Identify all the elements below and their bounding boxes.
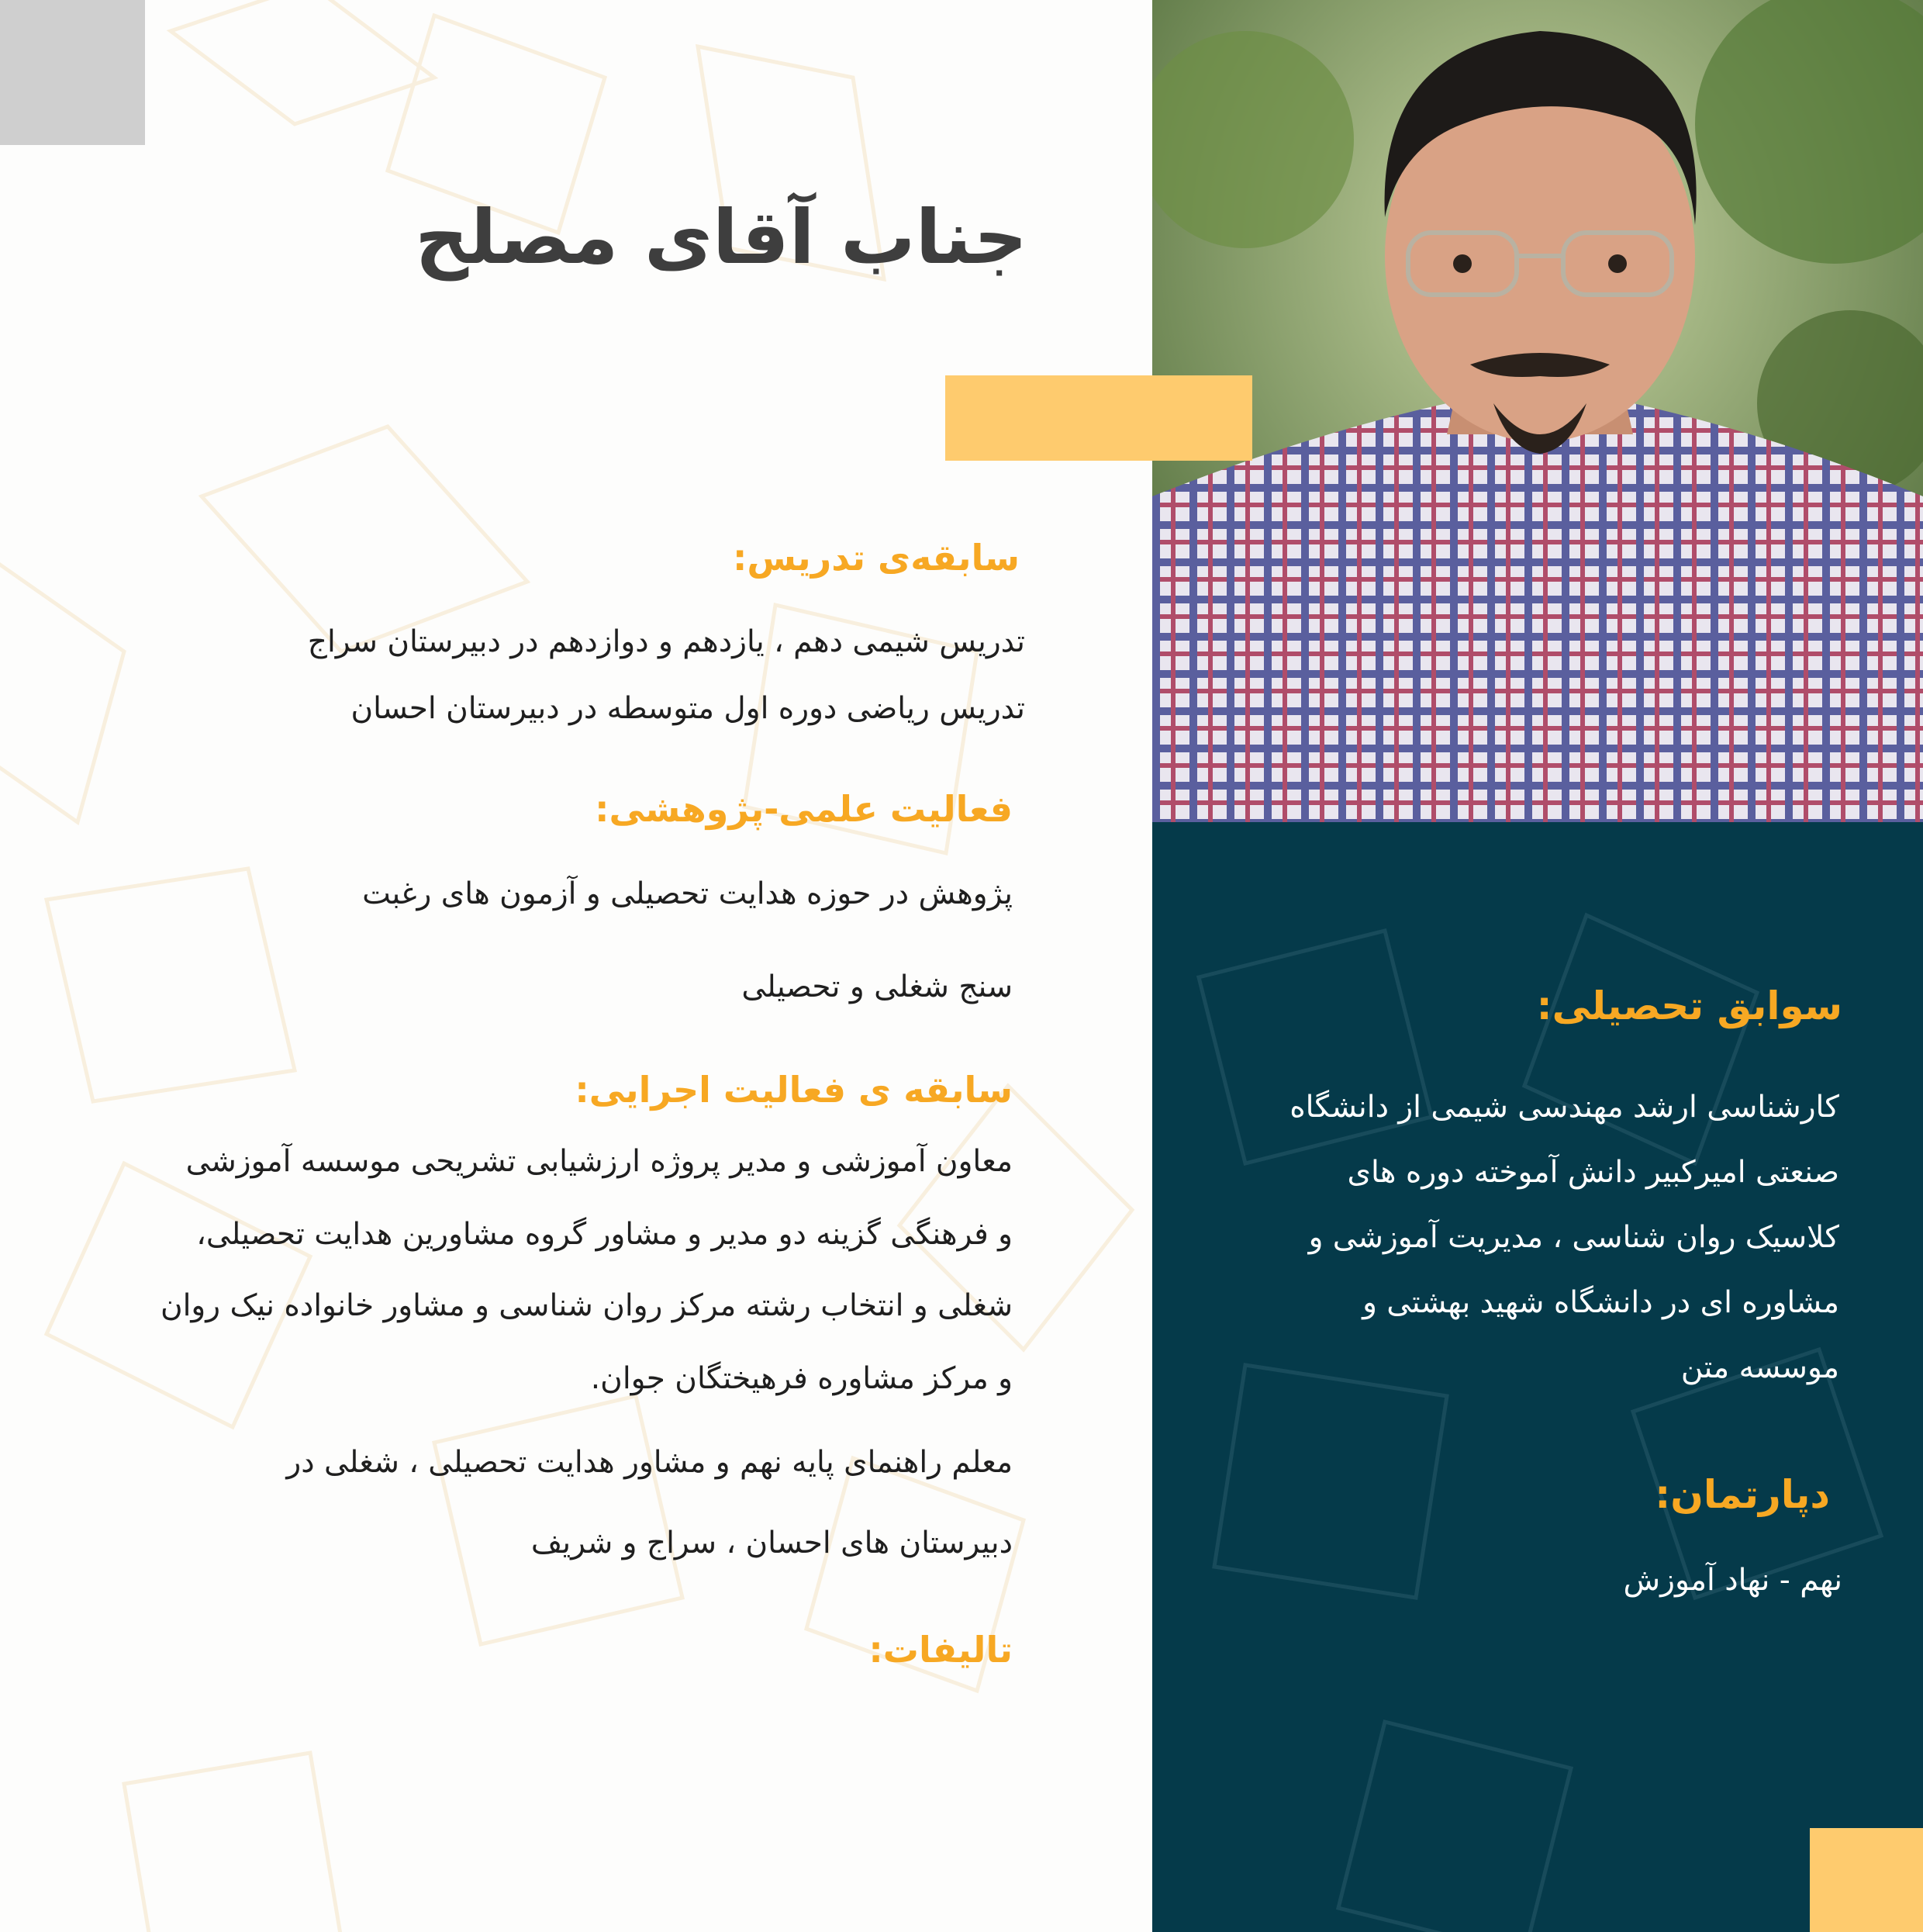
education-line: کارشناسی ارشد مهندسی شیمی از دانشگاه xyxy=(1289,1090,1839,1125)
executive-line: و مرکز مشاوره فرهیختگان جوان. xyxy=(590,1361,1013,1396)
executive-line: معلم راهنمای پایه نهم و مشاور هدایت تحصیلی ، شغلی در xyxy=(286,1445,1013,1480)
executive-line: شغلی و انتخاب رشته مرکز روان شناسی و مشاور خانواده نیک روان xyxy=(160,1288,1013,1323)
page-title: جناب آقای مصلح xyxy=(415,194,1027,281)
department-value: نهم - نهاد آموزش xyxy=(1623,1563,1842,1598)
executive-line: معاون آموزشی و مدیر پروژه ارزشیابی تشریحی موسسه آموزشی xyxy=(185,1144,1013,1179)
portrait-photo xyxy=(1152,0,1923,822)
teaching-list xyxy=(133,624,1025,735)
executive-list xyxy=(12,1146,1013,1581)
research-line: سنج شغلی و تحصیلی xyxy=(741,969,1013,1004)
education-line: موسسه متن xyxy=(1680,1350,1839,1385)
publications-heading: تالیفات: xyxy=(868,1629,1013,1671)
education-line: کلاسیک روان شناسی ، مدیریت آموزشی و xyxy=(1308,1220,1839,1255)
executive-line: دبیرستان های احسان ، سراج و شریف xyxy=(530,1526,1013,1560)
department-heading: دپارتمان: xyxy=(1655,1472,1830,1517)
teaching-line: تدریس ریاضی دوره اول متوسطه در دبیرستان احسان xyxy=(350,691,1025,726)
accent-bar xyxy=(945,375,1252,461)
research-list xyxy=(121,876,1013,1018)
executive-line: و فرهنگی گزینه دو مدیر و مشاور گروه مشاورین هدایت تحصیلی، xyxy=(196,1217,1013,1252)
teaching-heading: سابقه‌ی تدریس: xyxy=(733,537,1020,579)
education-heading: سوابق تحصیلی: xyxy=(1536,983,1842,1028)
portrait-illustration xyxy=(1152,0,1923,822)
research-heading: فعالیت علمی-پژوهشی: xyxy=(595,788,1013,830)
grey-corner-block xyxy=(0,0,145,145)
education-list xyxy=(1250,1090,1839,1400)
education-line: صنعتی امیرکبیر دانش آموخته دوره های xyxy=(1347,1155,1839,1190)
accent-corner-square xyxy=(1810,1828,1923,1932)
education-line: مشاوره ای در دانشگاه شهید بهشتی و xyxy=(1362,1285,1839,1320)
research-line: پژوهش در حوزه هدایت تحصیلی و آزمون های رغبت xyxy=(362,876,1013,911)
executive-heading: سابقه ی فعالیت اجرایی: xyxy=(575,1069,1013,1111)
teaching-line: تدریس شیمی دهم ، یازدهم و دوازدهم در دبیرستان سراج xyxy=(307,624,1025,659)
